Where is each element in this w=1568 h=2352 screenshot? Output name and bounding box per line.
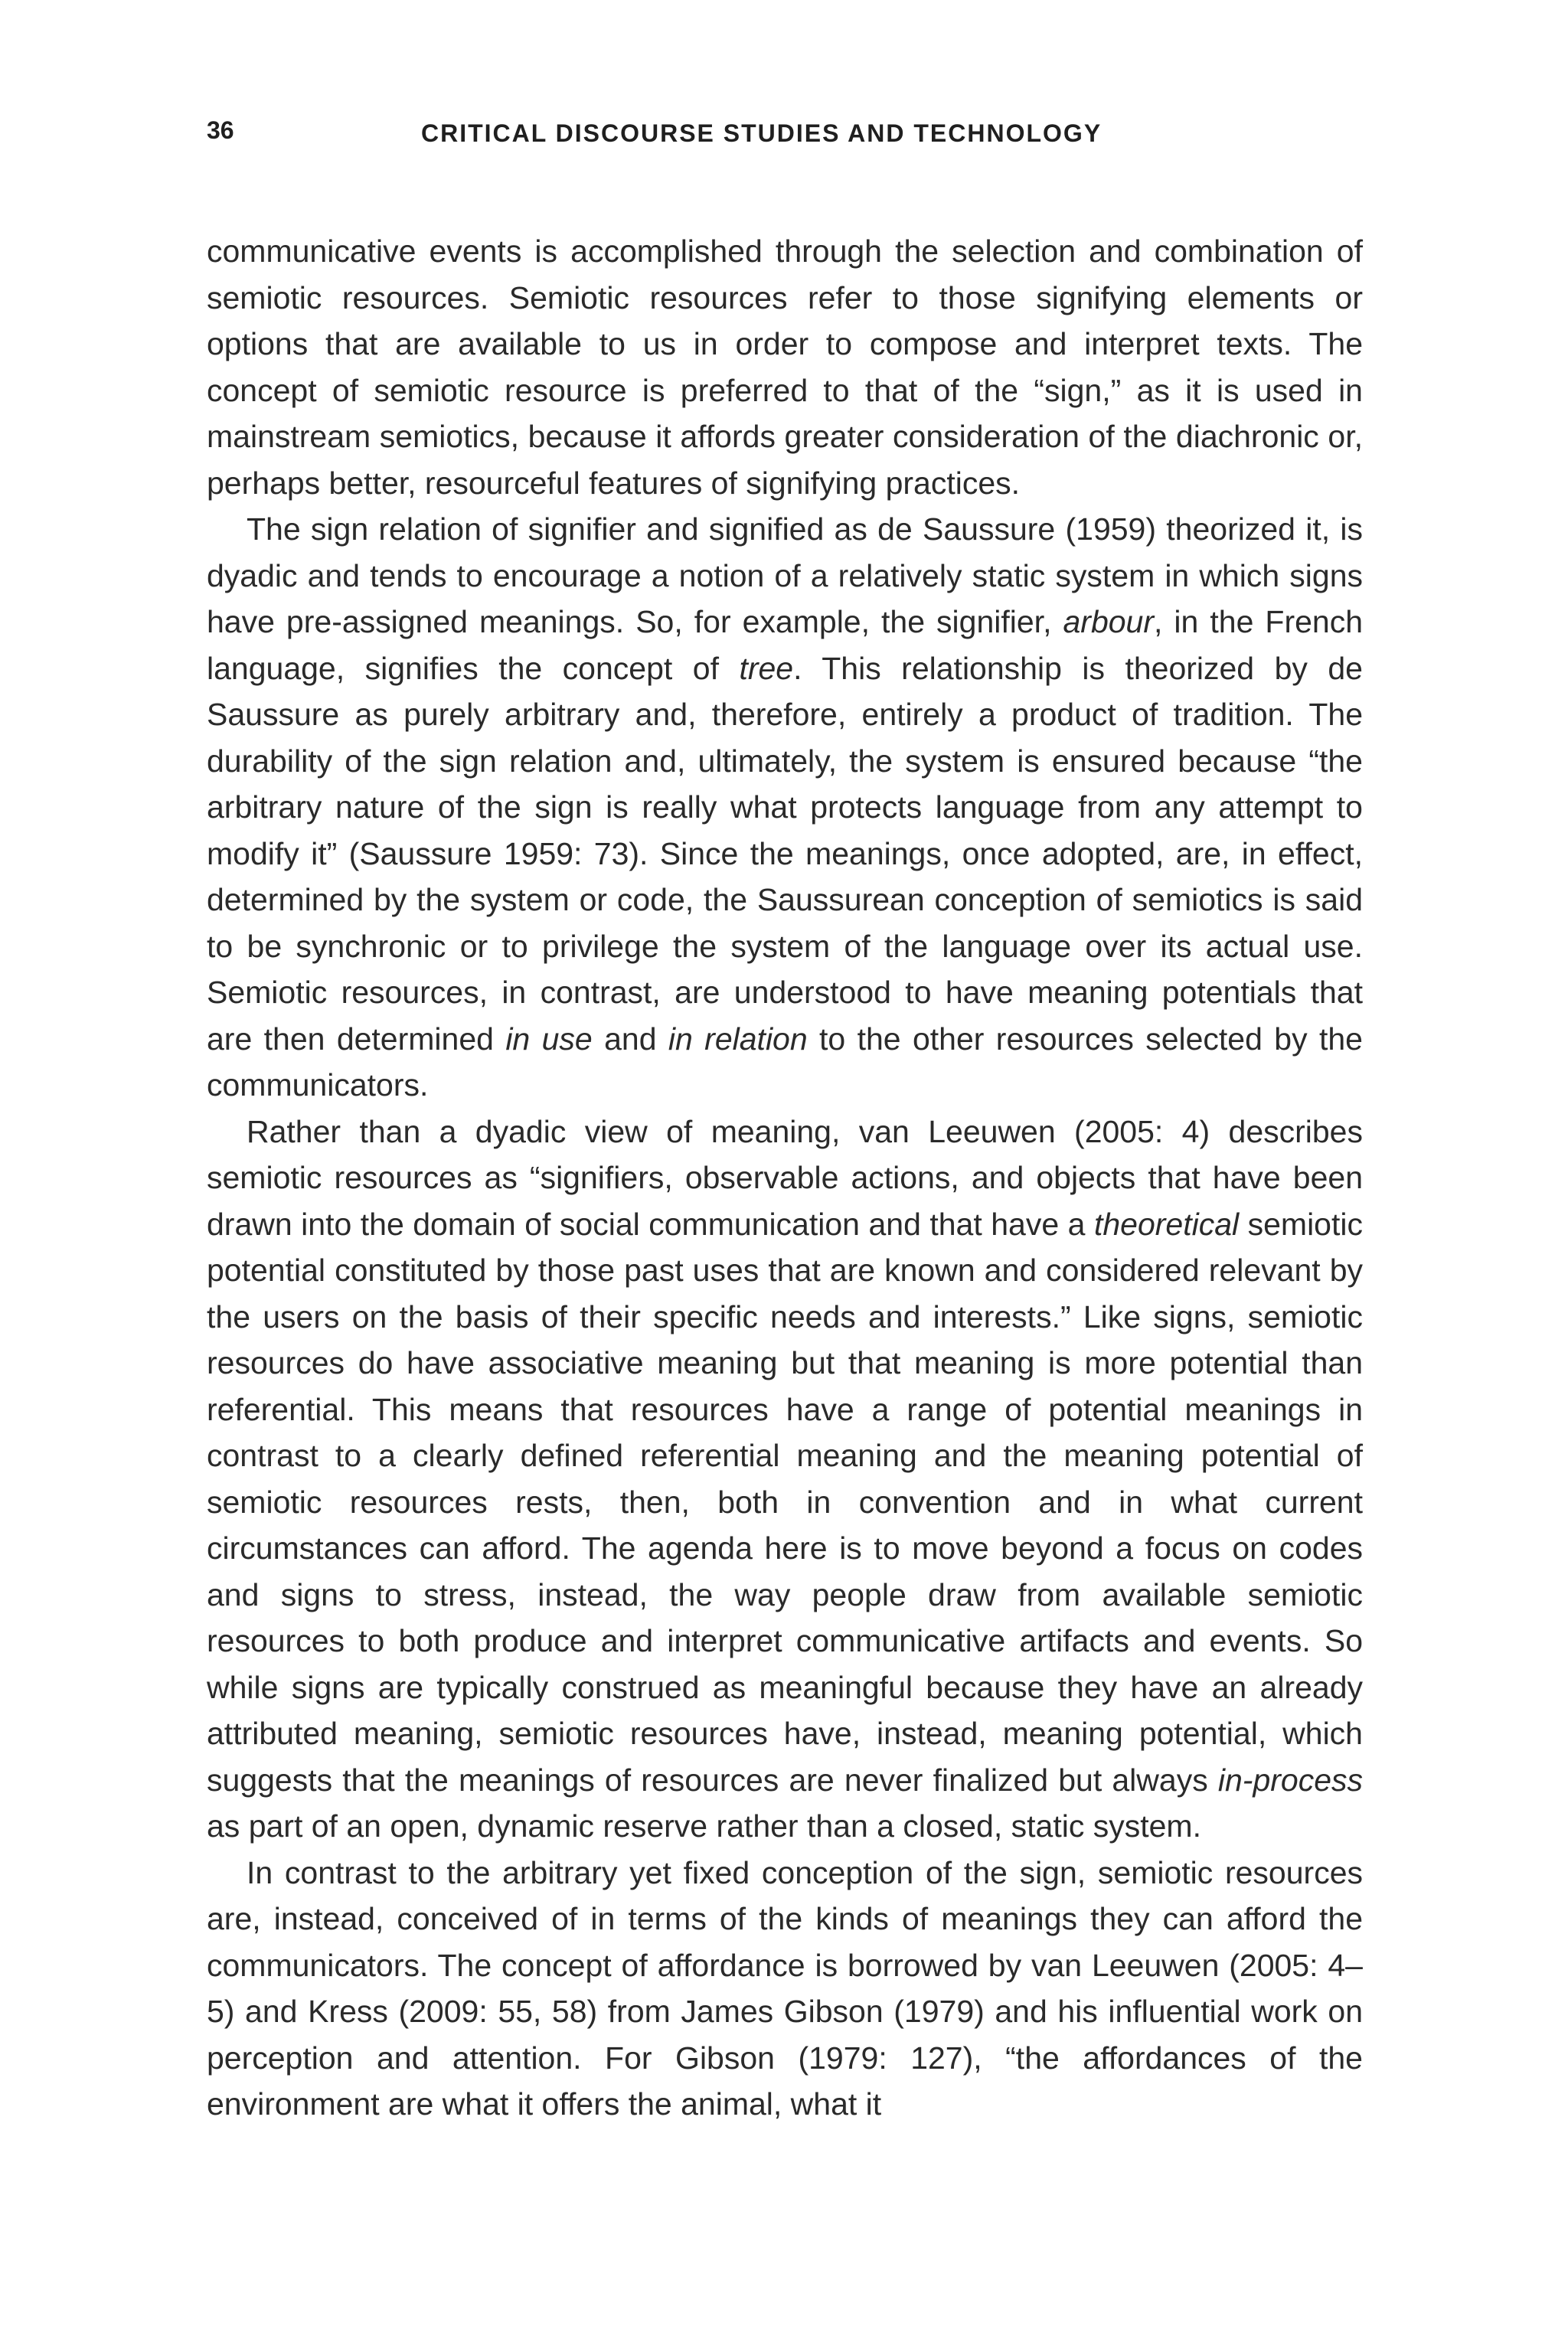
text-run: semiotic potential constituted by those past uses that are known and considered relevant by the users on the basis of their specific needs and interests.” Like signs, semiotic resources do have associative meaning but that meaning is more potential than referential. This means that resources have a range of potential meanings in contrast to a clearly defined referential meaning and the meaning potential of semiotic resources rests, then, both in convention and in what current circumstances can afford. The agenda here is to move beyond a focus on codes and signs to stress, instead, the way people draw from available semiotic resources to both produce and interpret communicative artifacts and events. So while signs are typically construed as meaningful because they have an already attributed meaning, semiotic resources have, instead, meaning potential, which suggests that the meanings of resources are never finalized but always [207, 1206, 1363, 1798]
text-run: to the other resources selected by the communicators. [207, 1021, 1363, 1102]
italic-term: in relation [668, 1021, 808, 1057]
body-text [207, 228, 1363, 2128]
italic-term: in use [505, 1021, 593, 1057]
text-run: communicative events is accomplished through the selection and combination of semiotic resources. Semiotic resources refer to those signifying elements or options that are available to us in order to compose and interpret texts. The concept of semiotic resource is preferred to that of the “sign,” as it is used in mainstream semiotics, because it affords greater consideration of the diachronic or, perhaps better, resourceful features of signifying practices. [207, 234, 1363, 501]
italic-term: in-process [1217, 1762, 1363, 1798]
text-run: The sign relation of signifier and signified as de Saussure (1959) theorized it, is dyadic and tends to encourage a notion of a relatively static system in which signs have pre-assigned meanings. So, for example, the signifier, [207, 511, 1363, 639]
text-run: In contrast to the arbitrary yet fixed conception of the sign, semiotic resources are, instead, conceived of in terms of the kinds of meanings they can afford the communicators. The concept of affordance is borrowed by van Leeuwen (2005: 4–5) and Kress (2009: 55, 58) from James Gibson (1979) and his influential work on perception and attention. For Gibson (1979: 127), “the affordances of the environment are what it offers the animal, what it [207, 1854, 1363, 2122]
page-header [207, 115, 1355, 161]
paragraph [207, 506, 1363, 1109]
page-number: 36 [207, 116, 234, 144]
text-run: and [592, 1021, 668, 1057]
italic-term: tree [739, 650, 794, 686]
paragraph [207, 228, 1363, 506]
paragraph [207, 1850, 1363, 2128]
paragraph [207, 1109, 1363, 1850]
italic-term: arbour [1063, 604, 1155, 639]
text-run: , in the French language, signifies the concept of [207, 604, 1364, 686]
text-run: Rather than a dyadic view of meaning, van Leeuwen (2005: 4) describes semiotic resources as “signifiers, observable actions, and objects that have been drawn into the domain of social communication and that have a [207, 1113, 1363, 1242]
text-run: . This relationship is theorized by de Saussure as purely arbitrary and, therefore, entirely a product of tradition. The durability of the sign relation and, ultimately, the system is ensured because “the arbitrary nature of the sign is really what protects language from any attempt to modify it” (Saussure 1959: 73). Since the meanings, once adopted, are, in effect, determined by the system or code, the Saussurean conception of semiotics is said to be synchronic or to privilege the system of the language over its actual use. Semiotic resources, in contrast, are understood to have meaning potentials that are then determined [207, 650, 1363, 1057]
text-run: as part of an open, dynamic reserve rather than a closed, static system. [207, 1808, 1201, 1844]
italic-term: theoretical [1093, 1206, 1240, 1242]
running-head: CRITICAL DISCOURSE STUDIES AND TECHNOLOGY [421, 119, 1102, 147]
